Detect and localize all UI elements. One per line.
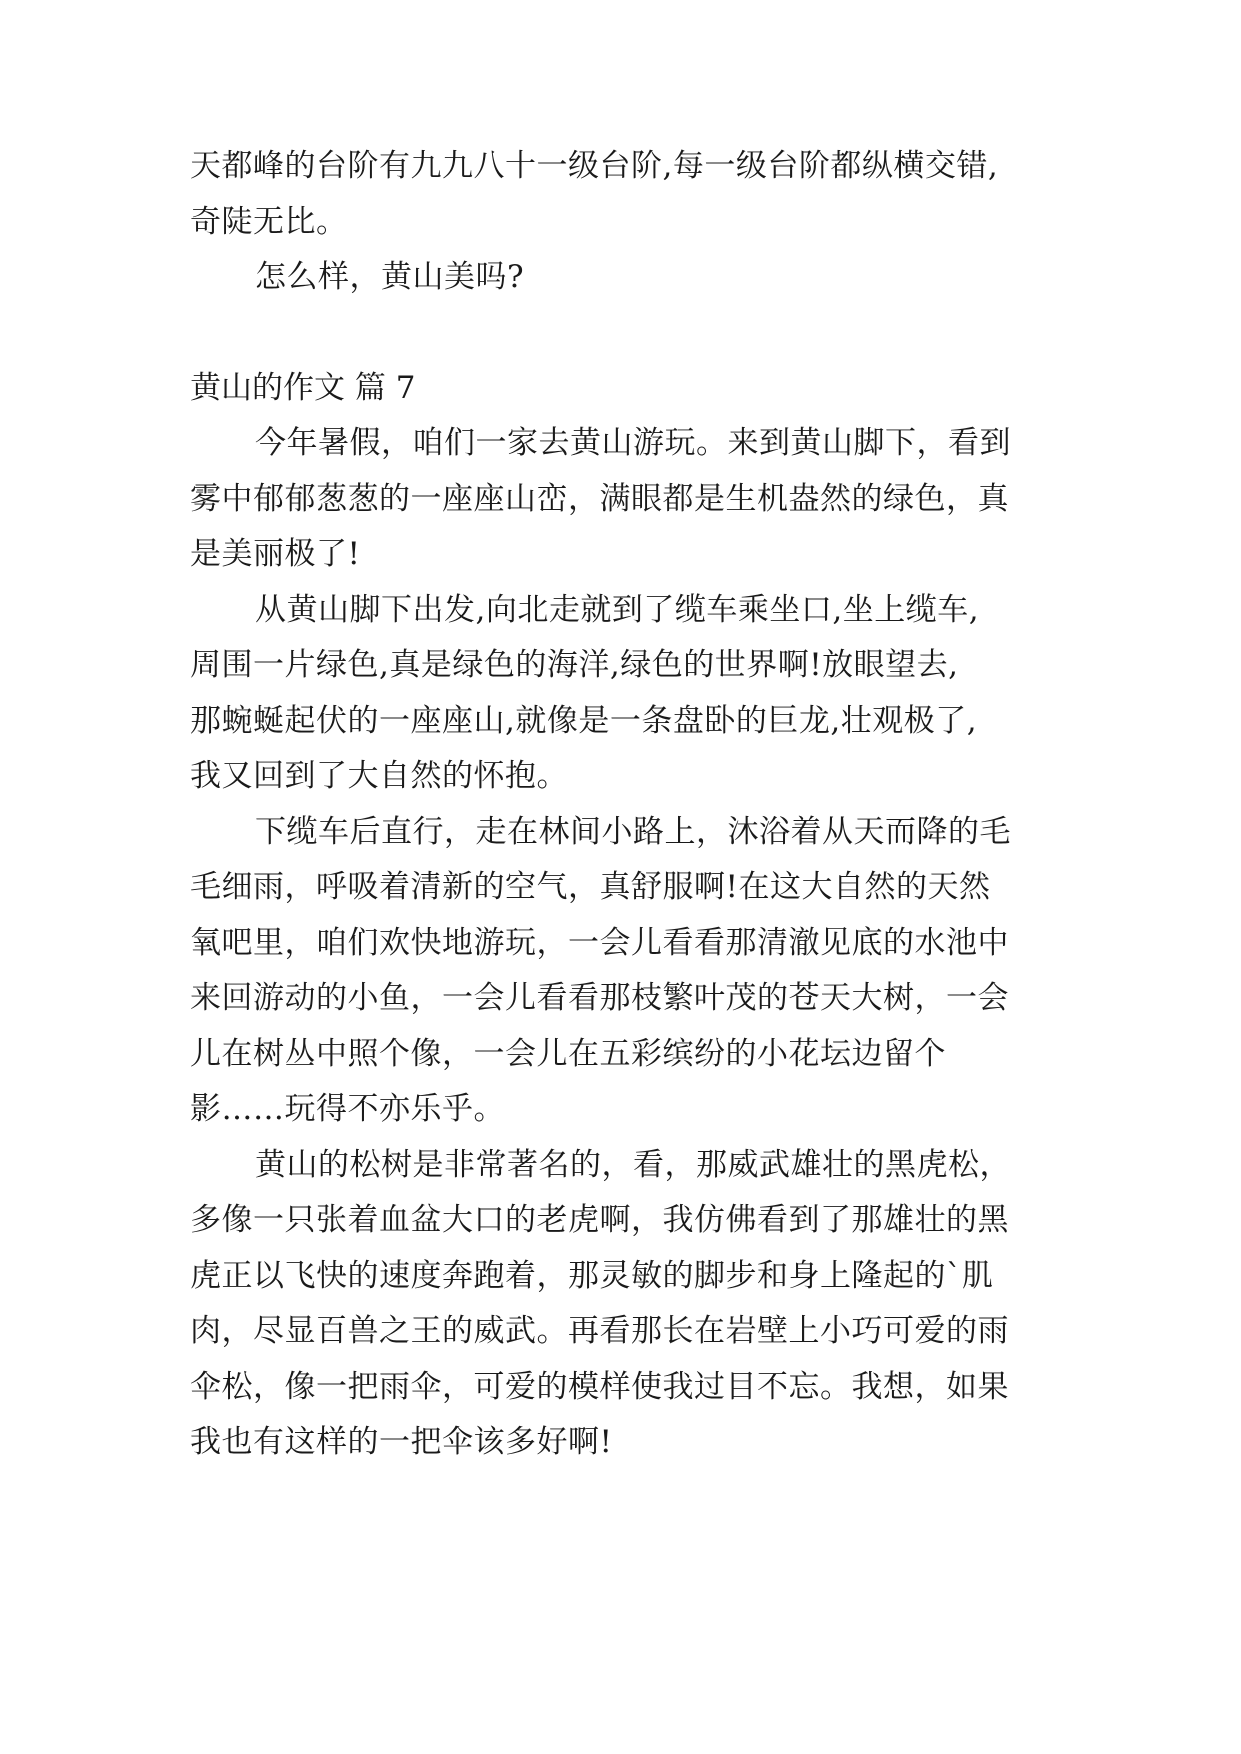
paragraph-line: 黄山的松树是非常著名的，看，那威武雄壮的黑虎松，	[255, 1147, 1011, 1183]
paragraph-line: 毛细雨，呼吸着清新的空气，真舒服啊!在这大自然的天然	[190, 869, 991, 905]
paragraph-line: 从黄山脚下出发,向北走就到了缆车乘坐口,坐上缆车,	[255, 592, 980, 628]
paragraph-line: 氧吧里，咱们欢快地游玩，一会儿看看那清澈见底的水池中	[190, 925, 1009, 961]
paragraph-line: 伞松，像一把雨伞，可爱的模样使我过目不忘。我想，如果	[190, 1369, 1009, 1405]
paragraph-line: 今年暑假，咱们一家去黄山游玩。来到黄山脚下，看到	[255, 425, 1011, 461]
paragraph-line: 我也有这样的一把伞该多好啊!	[190, 1424, 613, 1460]
paragraph-line: 我又回到了大自然的怀抱。	[190, 758, 568, 794]
paragraph-line: 周围一片绿色,真是绿色的海洋,绿色的世界啊!放眼望去,	[190, 647, 959, 683]
paragraph-line: 来回游动的小鱼，一会儿看看那枝繁叶茂的苍天大树，一会	[190, 980, 1009, 1016]
paragraph-line: 儿在树丛中照个像，一会儿在五彩缤纷的小花坛边留个	[190, 1036, 946, 1072]
fragment-line-1: 天都峰的台阶有九九八十一级台阶,每一级台阶都纵横交错,	[190, 148, 999, 184]
paragraph-line: 肉，尽显百兽之王的威武。再看那长在岩壁上小巧可爱的雨	[190, 1313, 1009, 1349]
paragraph-line: 雾中郁郁葱葱的一座座山峦，满眼都是生机盎然的绿色，真	[190, 481, 1009, 517]
paragraph-line: 是美丽极了!	[190, 536, 361, 572]
paragraph-line: 下缆车后直行，走在林间小路上，沐浴着从天而降的毛	[255, 814, 1011, 850]
paragraph-line: 那蜿蜒起伏的一座座山,就像是一条盘卧的巨龙,壮观极了,	[190, 703, 978, 739]
essay-heading: 黄山的作文 篇 7	[190, 370, 416, 406]
paragraph-line: 虎正以飞快的速度奔跑着，那灵敏的脚步和身上隆起的`肌	[190, 1258, 994, 1294]
paragraph-line: 影……玩得不亦乐乎。	[190, 1091, 505, 1127]
paragraph-line: 多像一只张着血盆大口的老虎啊，我仿佛看到了那雄壮的黑	[190, 1202, 1009, 1238]
fragment-line-2: 奇陡无比。	[190, 204, 348, 240]
fragment-closing: 怎么样，黄山美吗?	[255, 259, 525, 295]
